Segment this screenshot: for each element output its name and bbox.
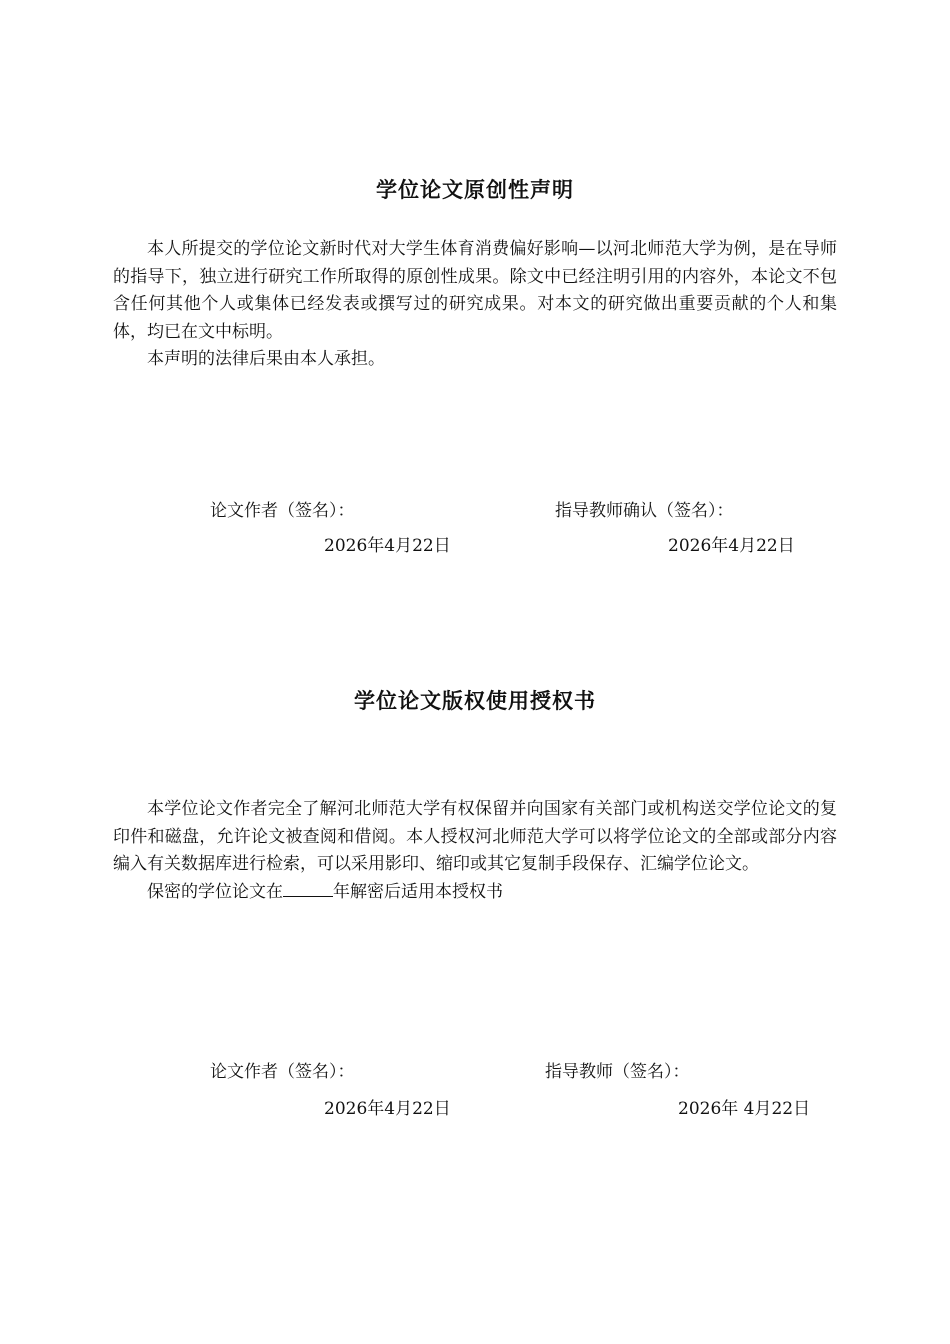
- authorization-paragraph: 本学位论文作者完全了解河北师范大学有权保留并向国家有关部门或机构送交学位论文的复印件和磁盘，允许论文被查阅和借阅。本人授权河北师范大学可以将学位论文的全部或部分内容编入有关数据库进行检索，可以采用影印、缩印或其它复制手段保存、汇编学位论文。: [113, 799, 837, 874]
- authorization-advisor-sign-label: 指导教师（签名）：: [545, 1062, 690, 1082]
- authorization-author-date: 2026年4月22日: [324, 1099, 451, 1119]
- confidential-suffix: 年解密后适用本授权书: [333, 881, 503, 902]
- declaration-author-sign-label: 论文作者（签名）：: [210, 501, 355, 521]
- declaration-paragraph: 本人所提交的学位论文新时代对大学生体育消费偏好影响—以河北师范大学为例，是在导师的指导下，独立进行研究工作所取得的原创性成果。除文中已经注明引用的内容外，本论文不包含任何其他个人或集体已经发表或撰写过的研究成果。对本文的研究做出重要贡献的个人和集体，均已在文中标明。: [113, 239, 837, 342]
- confidential-clause: [113, 879, 837, 907]
- declaration-author-date: 2026年4月22日: [324, 536, 451, 556]
- authorization-author-sign-label: 论文作者（签名）：: [210, 1062, 355, 1082]
- declaration-body: [113, 236, 837, 374]
- authorization-title: 学位论文版权使用授权书: [354, 689, 596, 713]
- declaration-advisor-date: 2026年4月22日: [668, 536, 795, 556]
- authorization-advisor-date: 2026年 4月22日: [678, 1099, 811, 1119]
- declaration-advisor-sign-label: 指导教师确认（签名）：: [555, 501, 734, 521]
- authorization-body: [113, 796, 837, 906]
- declaration-title: 学位论文原创性声明: [376, 178, 574, 202]
- years-blank-field[interactable]: [283, 882, 333, 897]
- declaration-paragraph: 本声明的法律后果由本人承担。: [147, 349, 385, 369]
- confidential-prefix: 保密的学位论文在: [147, 881, 283, 902]
